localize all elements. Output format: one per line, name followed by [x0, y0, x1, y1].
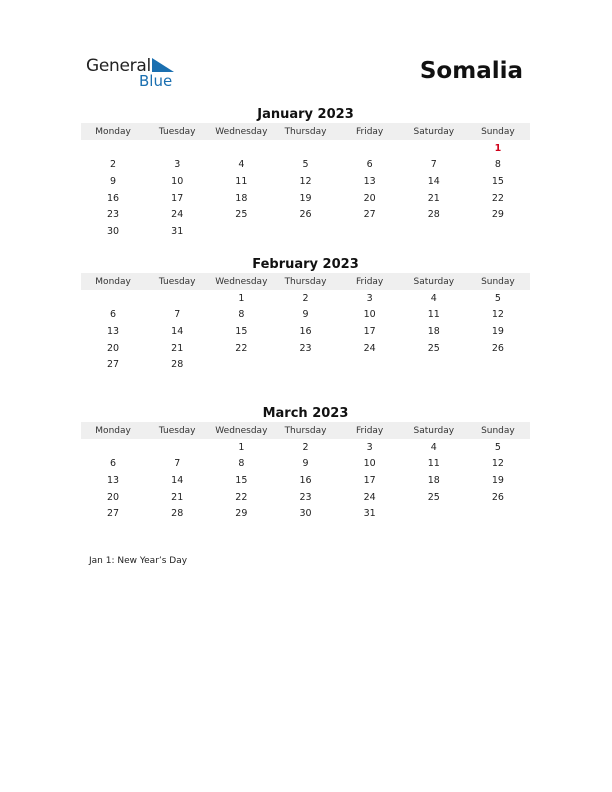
day-cell: 18	[235, 192, 248, 204]
day-cell: 24	[363, 491, 376, 503]
day-cell: 27	[363, 209, 376, 221]
weekday-label: Monday	[95, 276, 131, 287]
week-row	[81, 356, 530, 373]
weekday-label: Tuesday	[158, 276, 196, 287]
day-cell: 27	[107, 508, 120, 520]
holiday-note: Jan 1: New Year’s Day	[89, 556, 188, 566]
day-cell: 26	[299, 209, 312, 221]
day-cell: 25	[427, 342, 440, 354]
day-cell: 3	[366, 292, 373, 304]
day-cell: 9	[302, 458, 309, 470]
day-cell: 13	[107, 474, 120, 486]
day-cell: 24	[363, 342, 376, 354]
day-cell: 27	[107, 359, 120, 371]
month-grid	[81, 290, 530, 373]
month-title: February 2023	[252, 257, 359, 272]
day-cell: 15	[235, 474, 248, 486]
day-cell: 26	[491, 491, 504, 503]
week-row	[81, 173, 530, 190]
month-title: January 2023	[257, 107, 354, 122]
day-cell: 18	[427, 325, 440, 337]
month-title: March 2023	[262, 406, 349, 421]
day-cell: 2	[302, 292, 309, 304]
month-grid	[81, 439, 530, 522]
day-cell: 26	[491, 342, 504, 354]
month-february	[81, 256, 530, 373]
day-cell: 14	[171, 325, 184, 337]
day-cell: 5	[494, 441, 501, 453]
month-january	[81, 106, 530, 240]
weekday-label: Sunday	[481, 126, 515, 137]
day-cell: 7	[174, 458, 181, 470]
day-cell: 6	[110, 458, 117, 470]
week-row	[81, 505, 530, 522]
day-cell: 4	[430, 292, 437, 304]
week-row	[81, 157, 530, 174]
day-cell: 10	[171, 175, 184, 187]
week-row	[81, 340, 530, 357]
day-cell: 2	[302, 441, 309, 453]
day-cell: 20	[107, 491, 120, 503]
weekday-label: Thursday	[284, 276, 327, 287]
day-cell: 3	[366, 441, 373, 453]
day-cell: 15	[235, 325, 248, 337]
week-row	[81, 472, 530, 489]
day-cell: 15	[491, 175, 504, 187]
week-row	[81, 206, 530, 223]
weekday-label: Friday	[355, 126, 384, 137]
weekday-header	[81, 273, 530, 290]
day-cell: 28	[171, 359, 184, 371]
holiday-notes	[89, 556, 187, 566]
day-cell: 22	[235, 342, 248, 354]
day-cell: 11	[427, 458, 440, 470]
day-cell: 7	[430, 159, 437, 171]
day-cell: 22	[235, 491, 248, 503]
weekday-header	[81, 422, 530, 439]
day-cell: 5	[494, 292, 501, 304]
day-cell: 30	[299, 508, 312, 520]
weekday-label: Friday	[355, 276, 384, 287]
day-cell: 4	[238, 159, 245, 171]
month-grid	[81, 140, 530, 240]
day-cell: 23	[299, 491, 312, 503]
weekday-label: Saturday	[413, 276, 455, 287]
holiday-day-cell: 1	[494, 142, 502, 154]
day-cell: 11	[427, 309, 440, 321]
day-cell: 31	[363, 508, 376, 520]
weekday-label: Wednesday	[215, 276, 268, 287]
day-cell: 25	[235, 209, 248, 221]
day-cell: 13	[107, 325, 120, 337]
weekday-label: Saturday	[413, 126, 455, 137]
day-cell: 21	[427, 192, 440, 204]
day-cell: 17	[363, 474, 376, 486]
day-cell: 22	[491, 192, 504, 204]
day-cell: 8	[238, 458, 245, 470]
day-cell: 7	[174, 309, 181, 321]
week-row	[81, 323, 530, 340]
day-cell: 28	[171, 508, 184, 520]
weekday-label: Monday	[95, 425, 131, 436]
day-cell: 3	[174, 159, 181, 171]
day-cell: 14	[171, 474, 184, 486]
day-cell: 18	[427, 474, 440, 486]
day-cell: 12	[491, 458, 504, 470]
day-cell: 30	[107, 225, 120, 237]
weekday-label: Tuesday	[158, 126, 196, 137]
day-cell: 4	[430, 441, 437, 453]
logo-general-text: General	[86, 56, 151, 76]
weekday-label: Tuesday	[158, 425, 196, 436]
day-cell: 9	[110, 175, 117, 187]
day-cell: 9	[302, 309, 309, 321]
day-cell: 8	[238, 309, 245, 321]
day-cell: 29	[235, 508, 248, 520]
day-cell: 19	[491, 474, 504, 486]
day-cell: 1	[238, 441, 245, 453]
weekday-label: Friday	[355, 425, 384, 436]
day-cell: 16	[107, 192, 120, 204]
day-cell: 17	[171, 192, 184, 204]
weekday-label: Thursday	[284, 126, 327, 137]
weekday-label: Wednesday	[215, 425, 268, 436]
day-cell: 23	[107, 209, 120, 221]
weekday-header	[81, 123, 530, 140]
week-row	[81, 140, 530, 157]
day-cell: 28	[427, 209, 440, 221]
day-cell: 6	[366, 159, 373, 171]
month-march	[81, 405, 530, 522]
weekday-label: Sunday	[481, 425, 515, 436]
day-cell: 5	[302, 159, 309, 171]
weekday-label: Saturday	[413, 425, 455, 436]
week-row	[81, 307, 530, 324]
day-cell: 29	[491, 209, 504, 221]
day-cell: 16	[299, 474, 312, 486]
day-cell: 10	[363, 309, 376, 321]
day-cell: 10	[363, 458, 376, 470]
generalblue-logo	[86, 56, 186, 92]
day-cell: 25	[427, 491, 440, 503]
week-row	[81, 439, 530, 456]
week-row	[81, 456, 530, 473]
day-cell: 1	[238, 292, 245, 304]
week-row	[81, 290, 530, 307]
day-cell: 6	[110, 309, 117, 321]
day-cell: 16	[299, 325, 312, 337]
week-row	[81, 223, 530, 240]
weekday-label: Monday	[95, 126, 131, 137]
week-row	[81, 489, 530, 506]
day-cell: 8	[494, 159, 501, 171]
day-cell: 12	[299, 175, 312, 187]
week-row	[81, 190, 530, 207]
day-cell: 21	[171, 491, 184, 503]
weekday-label: Sunday	[481, 276, 515, 287]
day-cell: 14	[427, 175, 440, 187]
day-cell: 19	[299, 192, 312, 204]
day-cell: 31	[171, 225, 184, 237]
weekday-label: Wednesday	[215, 126, 268, 137]
weekday-label: Thursday	[284, 425, 327, 436]
day-cell: 21	[171, 342, 184, 354]
day-cell: 23	[299, 342, 312, 354]
logo-blue-text: Blue	[139, 72, 173, 90]
day-cell: 20	[363, 192, 376, 204]
day-cell: 17	[363, 325, 376, 337]
country-title: Somalia	[419, 58, 523, 84]
day-cell: 24	[171, 209, 184, 221]
day-cell: 12	[491, 309, 504, 321]
day-cell: 19	[491, 325, 504, 337]
day-cell: 2	[110, 159, 117, 171]
day-cell: 13	[363, 175, 376, 187]
day-cell: 11	[235, 175, 248, 187]
day-cell: 20	[107, 342, 120, 354]
